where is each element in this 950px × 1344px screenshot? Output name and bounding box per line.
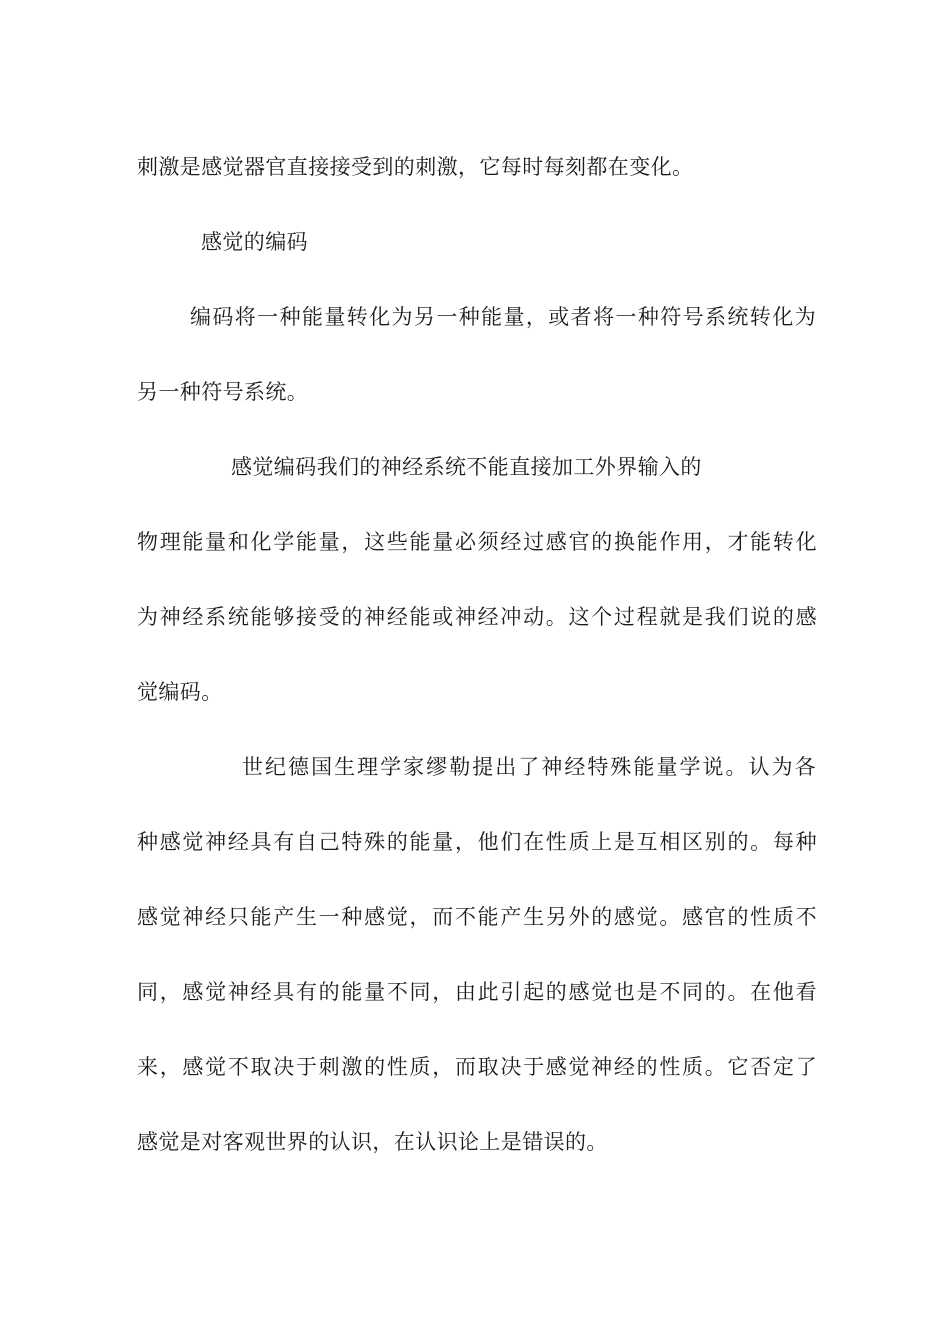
text-line-9: 世纪德国生理学家缪勒提出了神经特殊能量学说。认为各 xyxy=(242,755,816,779)
text-line-5: 感觉编码我们的神经系统不能直接加工外界输入的 xyxy=(231,455,702,479)
section-heading: 感觉的编码 xyxy=(201,230,308,254)
text-line-1: 刺激是感觉器官直接接受到的刺激，它每时每刻都在变化。 xyxy=(137,155,694,179)
text-line-13: 来，感觉不取决于刺激的性质，而取决于感觉神经的性质。它否定了 xyxy=(137,1055,817,1079)
text-line-6: 物理能量和化学能量，这些能量必须经过感官的换能作用，才能转化 xyxy=(137,530,817,554)
text-line-10: 种感觉神经具有自己特殊的能量，他们在性质上是互相区别的。每种 xyxy=(137,830,817,854)
text-line-3: 编码将一种能量转化为另一种能量，或者将一种符号系统转化为 xyxy=(190,305,816,329)
text-line-7: 为神经系统能够接受的神经能或神经冲动。这个过程就是我们说的感 xyxy=(137,605,817,629)
text-line-14: 感觉是对客观世界的认识，在认识论上是错误的。 xyxy=(137,1130,608,1154)
text-line-4: 另一种符号系统。 xyxy=(137,380,309,404)
text-line-11: 感觉神经只能产生一种感觉，而不能产生另外的感觉。感官的性质不 xyxy=(137,905,817,929)
text-line-12: 同，感觉神经具有的能量不同，由此引起的感觉也是不同的。在他看 xyxy=(137,980,817,1004)
text-line-8: 觉编码。 xyxy=(137,680,223,704)
